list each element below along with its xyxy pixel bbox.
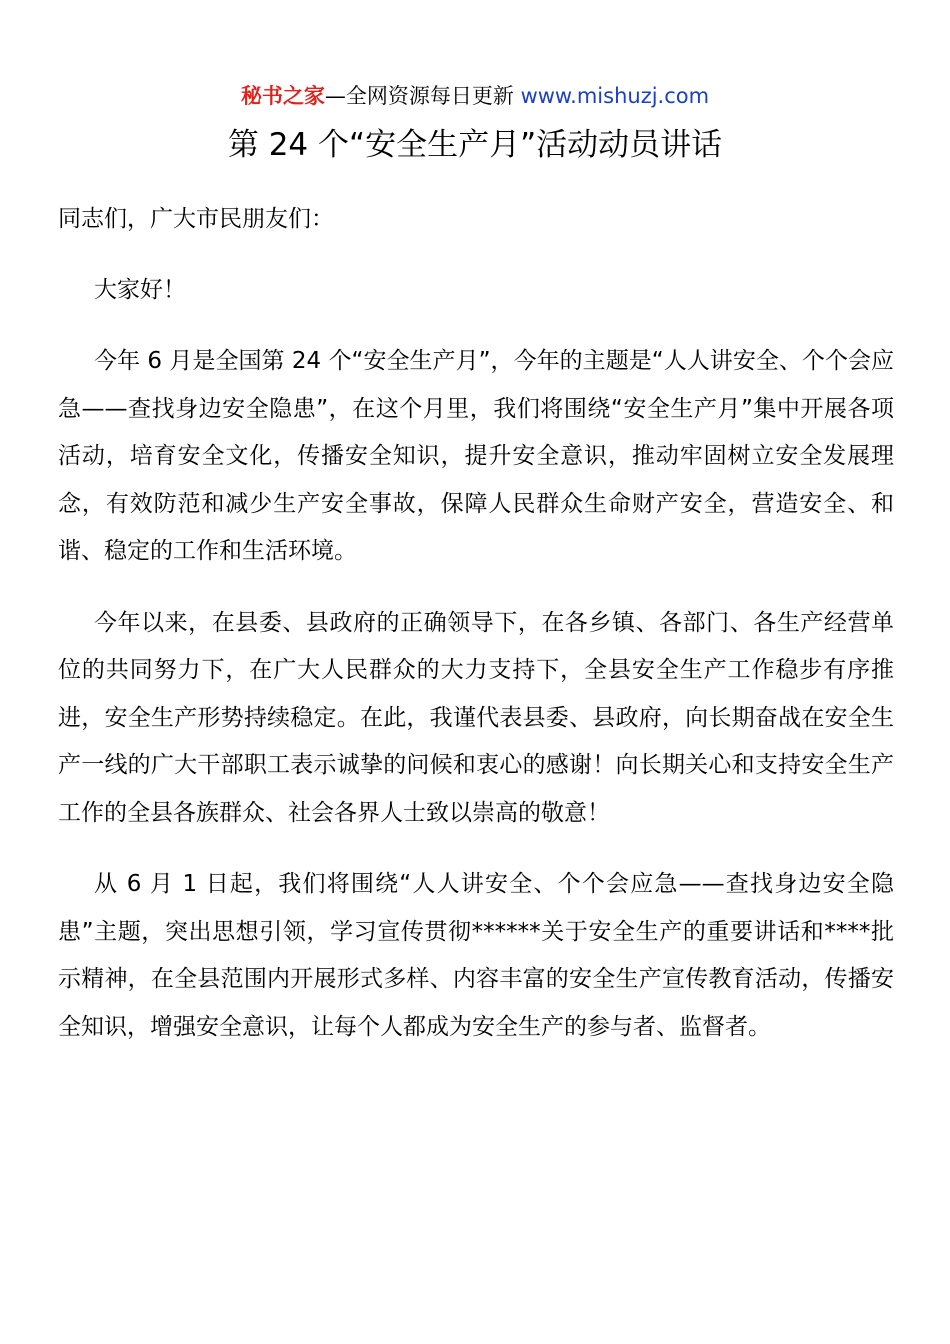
document-body bbox=[58, 196, 894, 1075]
document-title: 第 24 个“安全生产月”活动动员讲话 bbox=[227, 127, 723, 163]
paragraph-greeting: 大家好！ bbox=[94, 276, 186, 303]
paragraph-theme: 今年 6 月是全国第 24 个“安全生产月”，今年的主题是“人人讲安全、个个会应急——查找身边安全隐患”，在这个月里，我们将围绕“安全生产月”集中开展各项活动，培育安全文化，传播安全知识，提升安全意识，推动牢固树立安全发展理念，有效防范和减少生产安全事故，保障人民群众生命财产安全，营造安全、和谐、稳定的工作和生活环境。 bbox=[58, 348, 894, 564]
paragraph-progress: 今年以来，在县委、县政府的正确领导下，在各乡镇、各部门、各生产经营单位的共同努力下，在广大人民群众的大力支持下，全县安全生产工作稳步有序推进，安全生产形势持续稳定。在此，我谨代表县委、县政府，向长期奋战在安全生产一线的广大干部职工表示诚挚的问候和衷心的感谢！向长期关心和支持安全生产工作的全县各族群众、社会各界人士致以崇高的敬意！ bbox=[58, 609, 894, 826]
salutation: 同志们，广大市民朋友们： bbox=[58, 206, 334, 232]
site-header bbox=[0, 80, 950, 112]
header-tagline: —全网资源每日更新 bbox=[324, 84, 521, 108]
paragraph-plan: 从 6 月 1 日起，我们将围绕“人人讲安全、个个会应急——查找身边安全隐患”主题，突出思想引领，学习宣传贯彻******关于安全生产的重要讲话和****批示精神，在全县范围内开展形式多样、内容丰富的安全生产宣传教育活动，传播安全知识，增强安全意识，让每个人都成为安全生产的参与者、监督者。 bbox=[58, 871, 894, 1040]
site-url-link[interactable]: www.mishuzj.com bbox=[520, 84, 710, 108]
brand-name: 秘书之家 bbox=[240, 84, 325, 108]
